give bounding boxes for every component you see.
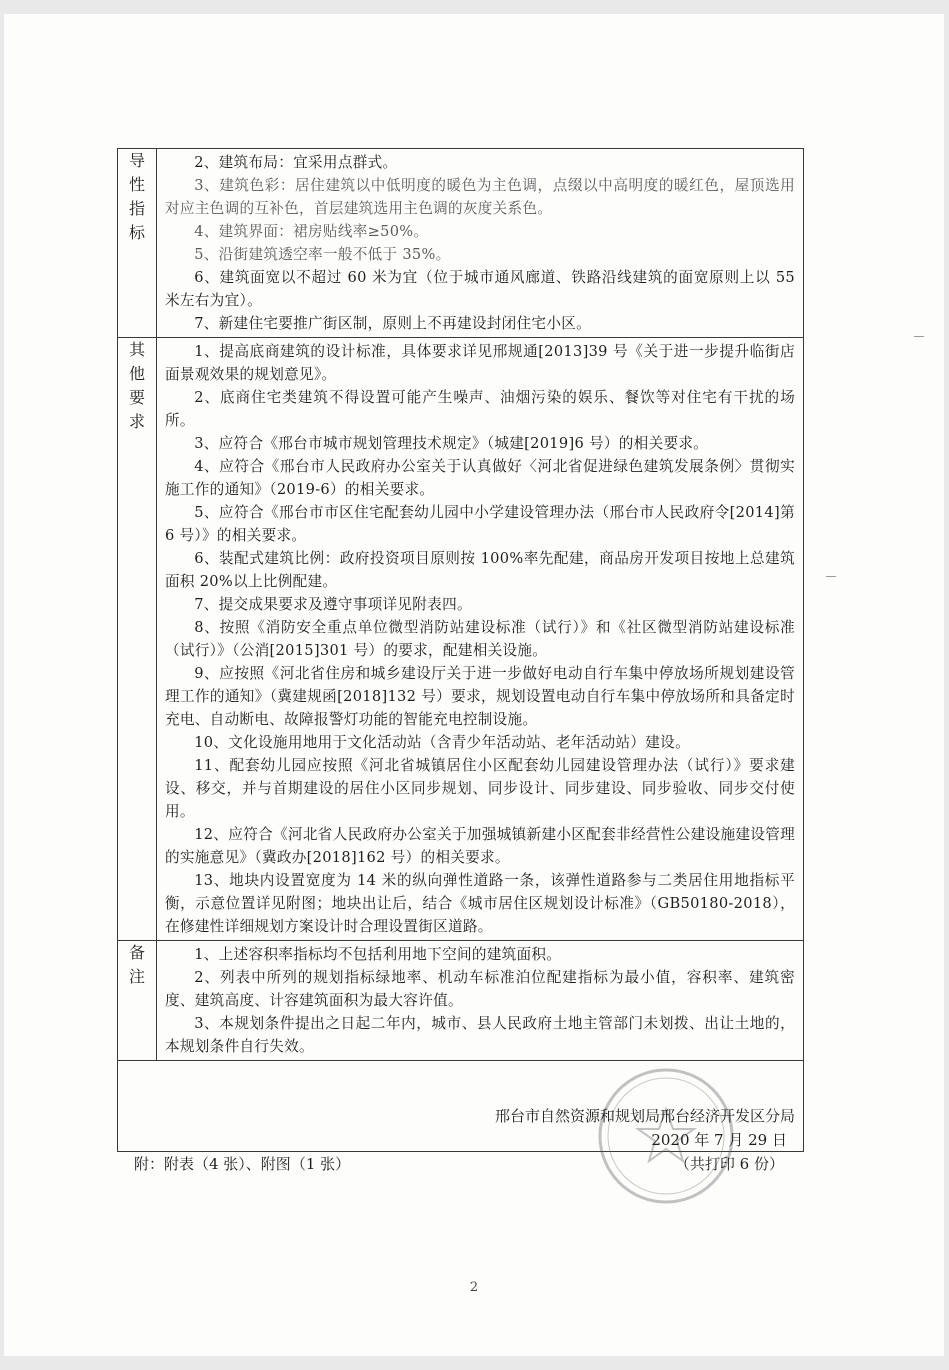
guide-item: 6、建筑面宽以不超过 60 米为宜（位于城市通风廊道、铁路沿线建筑的面宽原则上以 55 米左右为宜）。	[165, 269, 795, 309]
page-number: 2	[469, 1280, 479, 1295]
guide-label-cell	[118, 149, 157, 338]
other-item: 4、应符合《邢台市人民政府办公室关于认真做好〈河北省促进绿色建筑发展条例〉贯彻实施工作的通知》（2019-6）的相关要求。	[165, 458, 795, 498]
other-item: 8、按照《消防安全重点单位微型消防站建设标准（试行）》和《社区微型消防站建设标准（试行）》（公消[2015]301 号）的要求，配建相关设施。	[165, 619, 795, 659]
guide-item: 4、建筑界面：裙房贴线率≥50%。	[194, 223, 429, 240]
notes-item: 3、本规划条件提出之日起二年内，城市、县人民政府土地主管部门未划拨、出让土地的，本规划条件自行失效。	[165, 1015, 795, 1055]
guide-row	[118, 149, 804, 338]
notes-row	[118, 941, 804, 1061]
other-item: 1、提高底商建筑的设计标准，具体要求详见邢规通[2013]39 号《关于进一步提升临街店面景观效果的规划意见》。	[165, 343, 795, 383]
other-row	[118, 338, 804, 941]
other-item: 6、装配式建筑比例：政府投资项目原则按 100%率先配建，商品房开发项目按地上总建筑面积 20%以上比例配建。	[165, 550, 795, 590]
other-content-cell	[157, 338, 804, 941]
notes-label-cell	[118, 941, 157, 1061]
planning-conditions-table	[117, 148, 804, 1152]
other-item: 7、提交成果要求及遵守事项详见附表四。	[194, 596, 472, 613]
other-item: 9、应按照《河北省住房和城乡建设厅关于进一步做好电动自行车集中停放场所规划建设管理工作的通知》（冀建规函[2018]132 号）要求，规划设置电动自行车集中停放场所和具备定时充电、自动断电、故障报警灯功能的智能充电控制设施。	[165, 665, 795, 728]
issue-date: 2020 年 7 月 29 日	[651, 1131, 787, 1149]
other-item: 3、应符合《邢台市城市规划管理技术规定》（城建[2019]6 号）的相关要求。	[194, 435, 709, 452]
other-item: 10、文化设施用地用于文化活动站（含青少年活动站、老年活动站）建设。	[194, 734, 690, 751]
issuing-authority: 邢台市自然资源和规划局邢台经济开发区分局	[494, 1107, 795, 1125]
guide-item: 5、沿街建筑透空率一般不低于 35%。	[194, 246, 451, 263]
other-item: 13、地块内设置宽度为 14 米的纵向弹性道路一条，该弹性道路参与二类居住用地指标平衡，示意位置详见附图；地块出让后，结合《城市居住区规划设计标准》（GB50180-2018），在修建性详细规划方案设计时合理设置街区道路。	[165, 872, 795, 935]
print-count: （共打印 6 份）	[674, 1155, 784, 1173]
notes-item: 1、上述容积率指标均不包括利用地下空间的建筑面积。	[194, 946, 562, 963]
other-item: 11、配套幼儿园应按照《河北省城镇居住小区配套幼儿园建设管理办法（试行）》要求建设、移交，并与首期建设的居住小区同步规划、同步设计、同步建设、同步验收、同步交付使用。	[165, 757, 795, 820]
scan-speck	[914, 336, 924, 337]
signature-row	[118, 1061, 804, 1152]
document-page	[4, 14, 944, 1356]
other-label-cell	[118, 338, 157, 941]
guide-item: 3、建筑色彩：居住建筑以中低明度的暖色为主色调，点缀以中高明度的暖红色，屋顶选用对应主色调的互补色，首层建筑选用主色调的灰度关系色。	[165, 177, 795, 217]
guide-item: 2、建筑布局：宜采用点群式。	[194, 154, 398, 171]
guide-label: 导性指标	[128, 151, 145, 242]
attachments-note: 附：附表（4 张）、附图（1 张）	[134, 1155, 351, 1173]
guide-content-cell	[157, 149, 804, 338]
guide-item: 7、新建住宅要推广街区制，原则上不再建设封闭住宅小区。	[194, 315, 592, 332]
other-label: 其他要求	[128, 340, 145, 431]
other-item: 2、底商住宅类建筑不得设置可能产生噪声、油烟污染的娱乐、餐饮等对住宅有干扰的场所。	[165, 389, 795, 429]
notes-label: 备注	[128, 943, 145, 986]
other-item: 5、应符合《邢台市市区住宅配套幼儿园中小学建设管理办法（邢台市人民政府令[2014]第 6 号）》的相关要求。	[165, 504, 795, 544]
notes-item: 2、列表中所列的规划指标绿地率、机动车标准泊位配建指标为最小值，容积率、建筑密度、建筑高度、计容建筑面积为最大容许值。	[165, 969, 795, 1009]
signature-cell	[118, 1061, 804, 1152]
scan-speck	[826, 576, 836, 577]
other-item: 12、应符合《河北省人民政府办公室关于加强城镇新建小区配套非经营性公建设施建设管理的实施意见》（冀政办[2018]162 号）的相关要求。	[165, 826, 795, 866]
notes-content-cell	[157, 941, 804, 1061]
